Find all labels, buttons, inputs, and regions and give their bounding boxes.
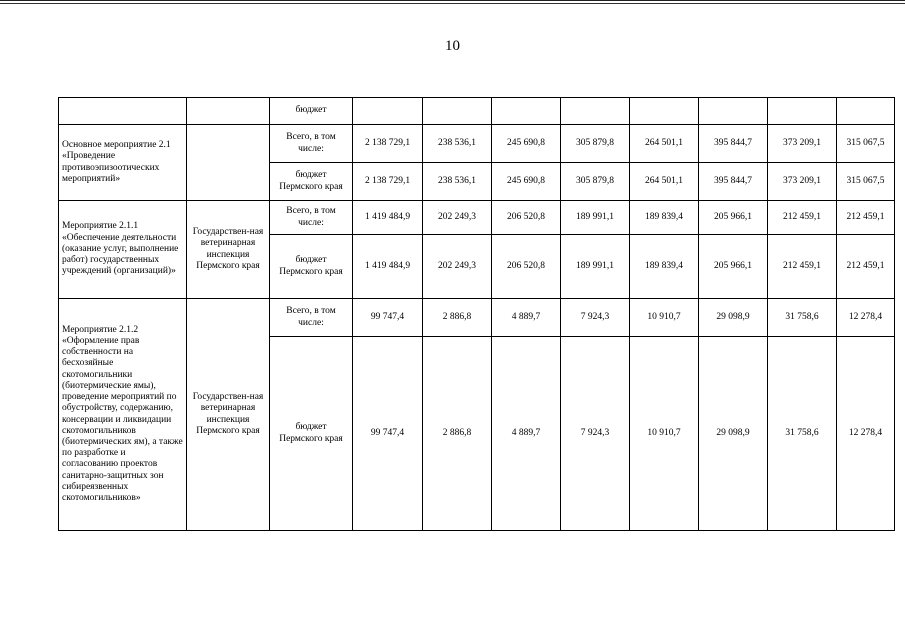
value-cell: 238 536,1 bbox=[423, 125, 492, 163]
value-cell: 238 536,1 bbox=[423, 163, 492, 201]
value-cell: 2 886,8 bbox=[423, 299, 492, 337]
value-cell: 99 747,4 bbox=[353, 337, 423, 531]
table-row bbox=[59, 98, 895, 125]
activity-name-cell: Мероприятие 2.1.1 «Обеспечение деятельности (оказание услуг, выполнение работ) государственных учреждений (организаций)» bbox=[59, 201, 187, 299]
value-cell: 12 278,4 bbox=[837, 337, 895, 531]
value-cell: 1 419 484,9 bbox=[353, 201, 423, 235]
value-cell: 395 844,7 bbox=[699, 163, 768, 201]
value-cell: 315 067,5 bbox=[837, 125, 895, 163]
value-cell: 7 924,3 bbox=[561, 337, 630, 531]
value-cell: 10 910,7 bbox=[630, 337, 699, 531]
executor-cell bbox=[187, 98, 270, 125]
value-cell: 31 758,6 bbox=[768, 337, 837, 531]
value-cell: 212 459,1 bbox=[837, 235, 895, 299]
funding-source-cell: бюджет Пермского края bbox=[270, 235, 353, 299]
value-cell: 305 879,8 bbox=[561, 163, 630, 201]
value-cell bbox=[768, 98, 837, 125]
value-cell: 7 924,3 bbox=[561, 299, 630, 337]
activity-name-cell: Мероприятие 2.1.2 «Оформление прав собственности на бесхозяйные скотомогильники (биотермические ямы), проведение мероприятий по обустройству, содержанию, консервации и ликвидации скотомогильников (биотермических ям), а также по разработке и согласованию проектов санитарно-защитных зон сибиреязвенных скотомогильников» bbox=[59, 299, 187, 531]
value-cell bbox=[561, 98, 630, 125]
value-cell: 31 758,6 bbox=[768, 299, 837, 337]
executor-cell: Государствен-ная ветеринарная инспекция Пермского края bbox=[187, 299, 270, 531]
funding-source-cell: Всего, в том числе: bbox=[270, 201, 353, 235]
value-cell: 189 839,4 bbox=[630, 201, 699, 235]
value-cell: 2 138 729,1 bbox=[353, 125, 423, 163]
value-cell: 1 419 484,9 bbox=[353, 235, 423, 299]
value-cell: 189 991,1 bbox=[561, 201, 630, 235]
value-cell: 10 910,7 bbox=[630, 299, 699, 337]
value-cell: 2 138 729,1 bbox=[353, 163, 423, 201]
value-cell bbox=[423, 98, 492, 125]
value-cell bbox=[837, 98, 895, 125]
value-cell: 189 991,1 bbox=[561, 235, 630, 299]
value-cell bbox=[699, 98, 768, 125]
value-cell: 264 501,1 bbox=[630, 163, 699, 201]
value-cell: 373 209,1 bbox=[768, 125, 837, 163]
value-cell: 202 249,3 bbox=[423, 201, 492, 235]
value-cell: 29 098,9 bbox=[699, 299, 768, 337]
funding-source-cell: бюджет Пермского края bbox=[270, 163, 353, 201]
value-cell: 4 889,7 bbox=[492, 337, 561, 531]
value-cell: 373 209,1 bbox=[768, 163, 837, 201]
page-number: 10 bbox=[445, 38, 460, 54]
executor-cell bbox=[187, 125, 270, 201]
value-cell: 205 966,1 bbox=[699, 201, 768, 235]
value-cell: 212 459,1 bbox=[768, 201, 837, 235]
value-cell: 305 879,8 bbox=[561, 125, 630, 163]
value-cell: 205 966,1 bbox=[699, 235, 768, 299]
value-cell: 4 889,7 bbox=[492, 299, 561, 337]
value-cell: 245 690,8 bbox=[492, 163, 561, 201]
value-cell: 212 459,1 bbox=[768, 235, 837, 299]
value-cell: 189 839,4 bbox=[630, 235, 699, 299]
funding-source-cell: бюджет Пермского края bbox=[270, 337, 353, 531]
value-cell: 2 886,8 bbox=[423, 337, 492, 531]
funding-source-cell: Всего, в том числе: bbox=[270, 299, 353, 337]
value-cell: 264 501,1 bbox=[630, 125, 699, 163]
scan-top-edge-line-secondary bbox=[0, 3, 905, 4]
value-cell: 12 278,4 bbox=[837, 299, 895, 337]
executor-cell: Государствен-ная ветеринарная инспекция Пермского края bbox=[187, 201, 270, 299]
scan-top-edge-line bbox=[0, 0, 905, 1]
value-cell: 395 844,7 bbox=[699, 125, 768, 163]
value-cell: 315 067,5 bbox=[837, 163, 895, 201]
value-cell bbox=[630, 98, 699, 125]
value-cell bbox=[353, 98, 423, 125]
activity-name-cell bbox=[59, 98, 187, 125]
value-cell: 206 520,8 bbox=[492, 235, 561, 299]
value-cell: 212 459,1 bbox=[837, 201, 895, 235]
value-cell bbox=[492, 98, 561, 125]
value-cell: 206 520,8 bbox=[492, 201, 561, 235]
value-cell: 245 690,8 bbox=[492, 125, 561, 163]
table-row bbox=[59, 299, 895, 337]
activity-name-cell: Основное мероприятие 2.1 «Проведение противоэпизоотических мероприятий» bbox=[59, 125, 187, 201]
value-cell: 29 098,9 bbox=[699, 337, 768, 531]
value-cell: 99 747,4 bbox=[353, 299, 423, 337]
table-row bbox=[59, 125, 895, 163]
funding-source-cell: бюджет bbox=[270, 98, 353, 125]
funding-source-cell: Всего, в том числе: bbox=[270, 125, 353, 163]
table-row bbox=[59, 201, 895, 235]
budget-table bbox=[58, 97, 895, 531]
value-cell: 202 249,3 bbox=[423, 235, 492, 299]
